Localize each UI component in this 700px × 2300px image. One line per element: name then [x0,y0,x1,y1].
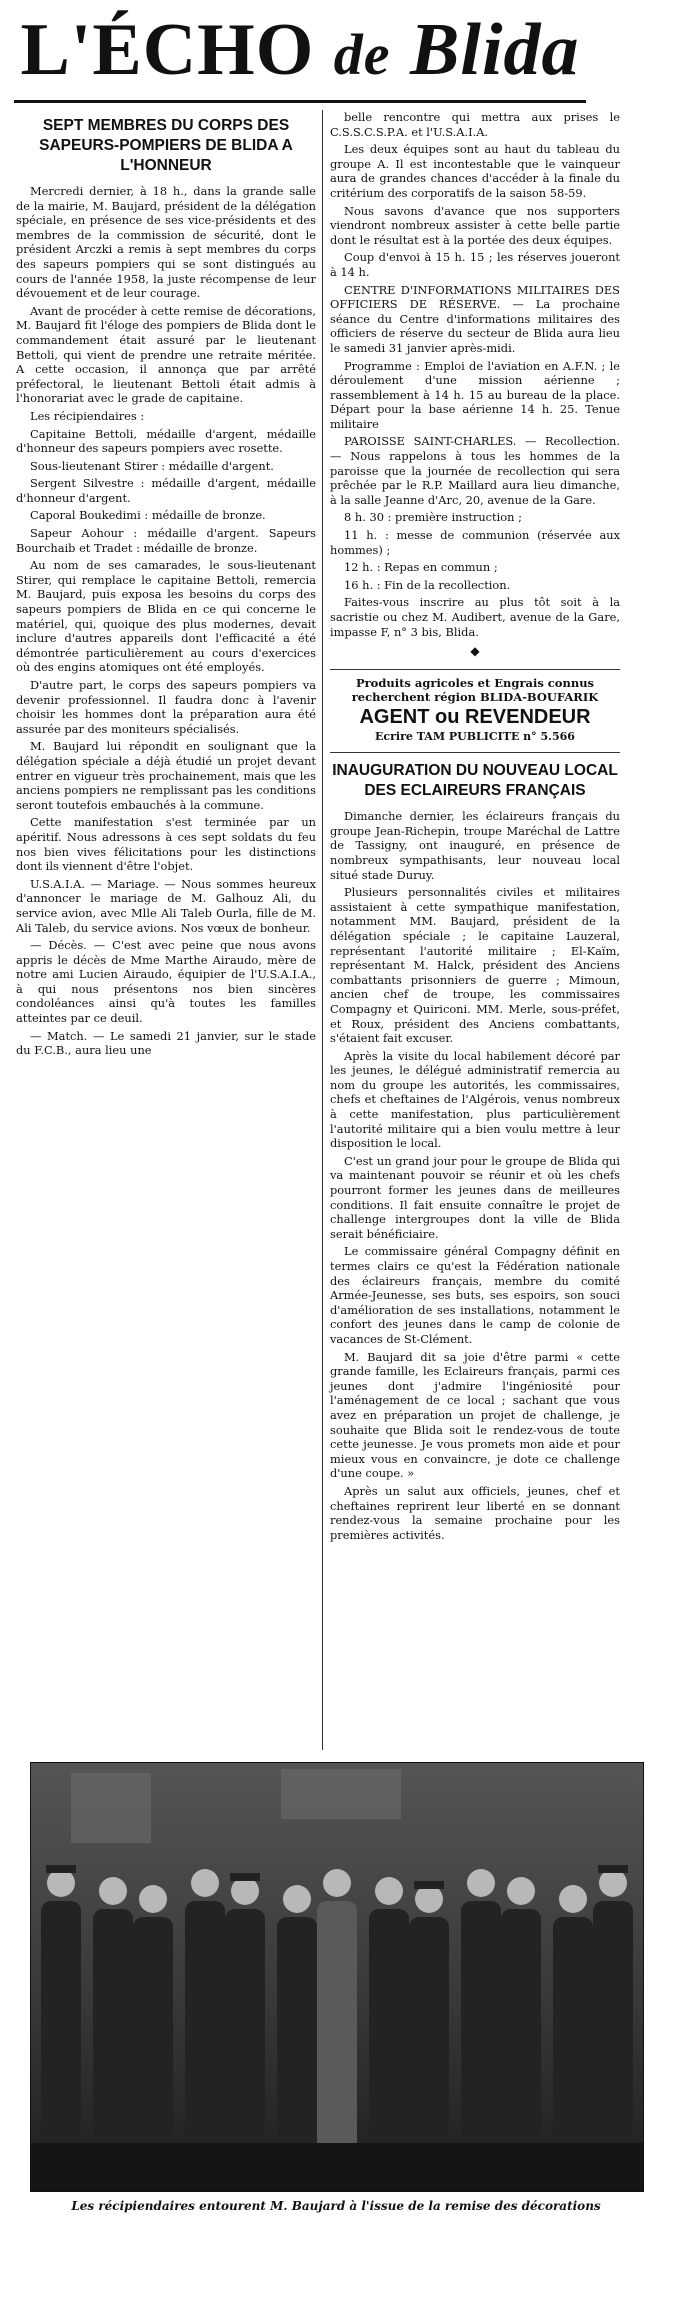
paragraph: Les récipiendaires : [30,408,145,423]
column-divider [322,110,323,1750]
classified-ad [330,669,620,753]
paragraph: U.S.A.I.A. — Mariage. — Nous sommes heureux d'annoncer le mariage de M. Galhouz Ali, du service avion, avec Mlle Ali Taleb Ourla, fille de M. Ali Taleb, du service avions. Nos vœux de bonheur. [16,876,316,935]
person-silhouette [317,1865,357,2161]
paragraph: M. Baujard lui répondit en soulignant que la délégation spéciale a déjà étudié un projet devant entrer en vigueur très prochainement, mais que les anciens pompiers ne remplissant pas les conditions seront toutefois embauchés à la commune. [16,739,316,812]
paragraph: M. Baujard dit sa joie d'être parmi « cette grande famille, les Eclaireurs français, parmi ces jeunes dont j'admire l'ingéniosité pour l'aménagement de ce local ; sachant que vous avez en préparation un projet de challenge, je souhaite que Blida soit le rendez-vous de toute cette jeunesse. Je vous promets mon aide et pour mieux vous en convaincre, je dote ce challenge d'une coupe. » [330,1349,620,1481]
paragraph: Programme : Emploi de l'aviation en A.F.N. ; le déroulement d'une mission aérienne ; rassemblement à 14 h. 15 au bureau de la place. Départ pour la base aérienne 14 h. 25. Tenue militaire [330,358,620,431]
person-silhouette [553,1881,593,2161]
paragraph: Coup d'envoi à 15 h. 15 ; les réserves joueront à 14 h. [330,250,620,279]
paragraph: Après la visite du local habilement décoré par les jeunes, le délégué administratif remercia au nom du groupe les autorités, les commissaires, chefs et cheftaines de l'Algérois, venus nombreux à cette manifestation, plus particulièrement l'autorité militaire qui a bien voulu mettre à leur disposition le local. [330,1048,620,1151]
masthead-middle: de [333,22,391,87]
paragraph: Les deux équipes sont au haut du tableau du groupe A. Il est incontestable que le vainqueur aura de grandes chances d'accéder à la finale du critérium des corporatifs de la saison 58-59. [330,142,620,200]
paragraph: Capitaine Bettoli, médaille d'argent, médaille d'honneur des sapeurs pompiers avec rosette. [16,426,316,456]
person-silhouette [41,1865,81,2161]
paragraph: C'est un grand jour pour le groupe de Blida qui va maintenant pouvoir se réunir et où les chefs pourront former les jeunes dans de meilleures conditions. Il fait ensuite connaître le projet de challenge intergroupes dont la ville de Blida serait bénéficiaire. [330,1153,620,1241]
masthead [14,0,586,103]
person-silhouette [409,1881,449,2161]
masthead-prefix: L'ÉCHO [20,9,315,91]
person-silhouette [133,1881,173,2161]
paragraph: Sous-lieutenant Stirer : médaille d'argent. [30,458,274,473]
group-photo-image [31,1763,643,2191]
person-silhouette [461,1865,501,2161]
paragraph: — Décès. — C'est avec peine que nous avons appris le décès de Mme Marthe Airaudo, mère de notre ami Lucien Airaudo, équipier de l'U.S.A.I.A., à qui nous présentons nos bien sincères condoléances ainsi qu'à toutes les familles atteintes par ce deuil. [16,938,316,1026]
ad-line-3: Ecrire TAM PUBLICITE n° 5.566 [375,730,575,744]
ad-line-1: Produits agricoles et Engrais connus recherchent région BLIDA-BOUFARIK [351,676,599,705]
paragraph: 16 h. : Fin de la recollection. [344,577,511,592]
paragraph: Caporal Boukedimi : médaille de bronze. [30,508,266,523]
group-photo [30,1762,644,2192]
article-body-continued [330,110,620,639]
paragraph: Le commissaire général Compagny définit en termes clairs ce qu'est la Fédération nationale des éclaireurs français, membre du comité Armée-Jeunesse, ses buts, ses espoirs, son souci d'amélioration de ses installations, notamment le confort des jeunes dans le camp de colonie de vacances de St-Clément. [330,1244,620,1346]
article-body-pompiers [16,184,316,1058]
masthead-city: Blida [410,9,580,91]
article-headline-pompiers: SEPT MEMBRES DU CORPS DES SAPEURS-POMPIERS DE BLIDA A L'HONNEUR [39,117,293,174]
paragraph: Avant de procéder à cette remise de décorations, M. Baujard fit l'éloge des pompiers de Blida dont le commandement était assuré par le lieutenant Bettoli, qui vient de prendre une retraite méritée. A cette occasion, il annonça que par arrêté préfectoral, le lieutenant Bettoli était admis à l'honorariat avec le grade de capitaine. [16,303,316,406]
paragraph: D'autre part, le corps des sapeurs pompiers va devenir professionnel. Il faudra donc à l'avenir choisir les hommes dont la préparation aura été assurée par des moniteurs spécialisés. [16,678,316,736]
right-column [330,110,620,1545]
paragraph: Sapeur Aohour : médaille d'argent. Sapeurs Bourchaib et Tradet : médaille de bronze. [16,526,316,555]
paragraph: Dimanche dernier, les éclaireurs français du groupe Jean-Richepin, troupe Maréchal de Lattre de Tassigny, ont inauguré, en présence de nombreux sympathisants, leur nouveau local situé stade Duruy. [330,809,620,882]
person-silhouette [501,1873,541,2161]
masthead-title [14,2,586,103]
photo-caption: Les récipiendaires entourent M. Baujard à l'issue de la remise des décorations [71,2199,601,2213]
paragraph: CENTRE D'INFORMATIONS MILITAIRES DES OFFICIERS DE RÉSERVE. — La prochaine séance du Centre d'informations militaires des officiers de réserve du secteur de Blida aura lieu le samedi 31 janvier après-midi. [330,282,620,355]
paragraph: 11 h. : messe de communion (réservée aux hommes) ; [330,528,620,557]
ornament-divider: ◆ [470,644,480,659]
paragraph: 8 h. 30 : première instruction ; [344,510,522,525]
paragraph: Mercredi dernier, à 18 h., dans la grande salle de la mairie, M. Baujard, président de la délégation spéciale, en présence de ses vice-présidents et des membres de la commission de sécurité, dont le président Arczki a remis à sept membres du corps des sapeurs pompiers qui se sont distingués au cours de l'année 1958, la juste récompense de leur dévouement et de leur courage. [16,184,316,301]
paragraph: PAROISSE SAINT-CHARLES. — Recollection. — Nous rappelons à tous les hommes de la paroisse que la journée de recollection qui sera prêchée par le R.P. Maillard aura lieu dimanche, à la salle Jeanne d'Arc, 20, avenue de la Gare. [330,434,620,507]
person-silhouette [225,1873,265,2161]
person-silhouette [93,1873,133,2161]
paragraph: — Match. — Le samedi 21 janvier, sur le stade du F.C.B., aura lieu une [16,1028,316,1058]
paragraph: Faites-vous inscrire au plus tôt soit à la sacristie ou chez M. Audibert, avenue de la Gare, impasse F, n° 3 bis, Blida. [330,595,620,639]
ad-line-2: AGENT ou REVENDEUR [359,706,591,729]
paragraph: belle rencontre qui mettra aux prises le C.S.S.C.S.P.A. et l'U.S.A.I.A. [330,110,620,139]
paragraph: Plusieurs personnalités civiles et militaires assistaient à cette sympathique manifestation, notamment MM. Baujard, président de la délégation spéciale ; le capitaine Lauzeral, représentant l'autorité militaire ; El-Kaïm, représentant M. Halck, président des Anciens combattants prisonniers de guerre ; Mimoun, ancien chef de troupe, les commissaires Compagny et Quiriconi. MM. Merle, sous-préfet, et Roux, président des Anciens combattants, s'étaient fait excuser. [330,885,620,1046]
person-silhouette [185,1865,225,2161]
paragraph: Après un salut aux officiels, jeunes, chef et cheftaines reprirent leur liberté en se donnant rendez-vous la semaine prochaine pour les premières activités. [330,1483,620,1542]
person-silhouette [277,1881,317,2161]
paragraph: Nous savons d'avance que nos supporters viendront nombreux assister à cette belle partie dont le résultat est à la portée des deux équipes. [330,203,620,247]
article-body-eclaireurs [330,809,620,1542]
paragraph: Au nom de ses camarades, le sous-lieutenant Stirer, qui remplace le capitaine Bettoli, remercia M. Baujard, puis exposa les besoins du corps des sapeurs pompiers de Blida en ce qui concerne le matériel, qui, quoique des plus modernes, devait inclure d'autres appareils dont l'efficacité a été démontrée particulièrement au cours d'exercices où des engins atomiques ont été employés. [16,558,316,675]
paragraph: Sergent Silvestre : médaille d'argent, médaille d'honneur d'argent. [16,476,316,505]
paragraph: Cette manifestation s'est terminée par un apéritif. Nous adressons à ces sept soldats du feu nos bien vives félicitations pour les distinctions dont ils viennent d'être l'objet. [16,815,316,874]
left-column [16,110,316,1061]
article-headline-eclaireurs: INAUGURATION DU NOUVEAU LOCAL DES ECLAIREURS FRANÇAIS [332,762,618,800]
person-silhouette [593,1865,633,2161]
person-silhouette [369,1873,409,2161]
paragraph: 12 h. : Repas en commun ; [344,560,498,575]
